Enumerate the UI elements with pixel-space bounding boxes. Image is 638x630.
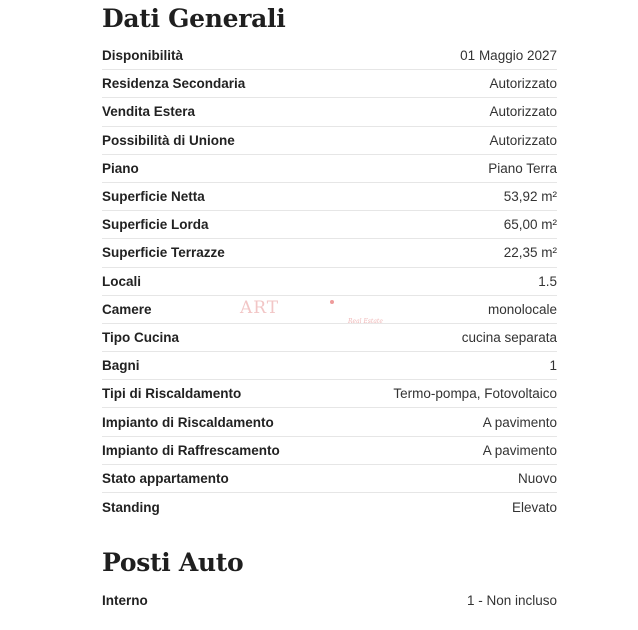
row-label: Disponibilità (102, 48, 183, 64)
row-label: Interno (102, 592, 148, 608)
row-label: Tipi di Riscaldamento (102, 386, 242, 402)
row-value: 1 (549, 358, 557, 374)
table-row (102, 155, 557, 183)
table-row (102, 70, 557, 98)
table-row (102, 296, 557, 324)
row-value: 53,92 m² (503, 189, 557, 205)
row-label: Impianto di Raffrescamento (102, 442, 280, 458)
row-label: Locali (102, 273, 142, 289)
row-label: Standing (102, 499, 160, 515)
posti-auto-title: Posti Auto (102, 548, 244, 577)
row-value: Autorizzato (489, 76, 557, 92)
row-label: Piano (102, 160, 139, 176)
row-value: Autorizzato (489, 104, 557, 120)
dati-generali-table (102, 42, 557, 521)
row-value: cucina separata (461, 329, 557, 345)
row-label: Tipo Cucina (102, 329, 180, 345)
table-row (102, 465, 557, 493)
table-row (102, 437, 557, 465)
table-row (102, 98, 557, 126)
row-value: 65,00 m² (503, 217, 557, 233)
table-row (102, 268, 557, 296)
table-row (102, 408, 557, 436)
table-row (102, 493, 557, 521)
row-value: Piano Terra (488, 160, 557, 176)
row-label: Bagni (102, 358, 140, 374)
row-value: 1 - Non incluso (466, 592, 557, 608)
row-label: Superficie Lorda (102, 217, 209, 233)
table-row (102, 380, 557, 408)
table-row (102, 352, 557, 380)
watermark-main-text: ART (240, 298, 280, 318)
row-label: Vendita Estera (102, 104, 196, 120)
row-value: 22,35 m² (503, 245, 557, 261)
row-value: 01 Maggio 2027 (460, 48, 557, 64)
table-row (102, 42, 557, 70)
table-row (102, 324, 557, 352)
dati-generali-title: Dati Generali (102, 4, 286, 33)
row-value: 1.5 (538, 273, 557, 289)
row-label: Residenza Secondaria (102, 76, 246, 92)
table-row (102, 239, 557, 267)
watermark-sub-text: Real Estate (348, 318, 383, 325)
row-value: A pavimento (482, 442, 557, 458)
row-label: Superficie Netta (102, 189, 205, 205)
row-value: Nuovo (517, 470, 557, 486)
table-row (102, 183, 557, 211)
posti-auto-table (102, 586, 557, 614)
table-row (102, 127, 557, 155)
table-row (102, 211, 557, 239)
row-label: Impianto di Riscaldamento (102, 414, 274, 430)
row-value: A pavimento (482, 414, 557, 430)
row-label: Possibilità di Unione (102, 132, 235, 148)
row-label: Stato appartamento (102, 470, 229, 486)
row-value: Elevato (511, 499, 557, 515)
table-row (102, 586, 557, 614)
row-value: Autorizzato (489, 132, 557, 148)
row-label: Superficie Terrazze (102, 245, 225, 261)
row-label: Camere (102, 301, 152, 317)
row-value: Termo-pompa, Fotovoltaico (393, 386, 557, 402)
row-value: monolocale (487, 301, 557, 317)
